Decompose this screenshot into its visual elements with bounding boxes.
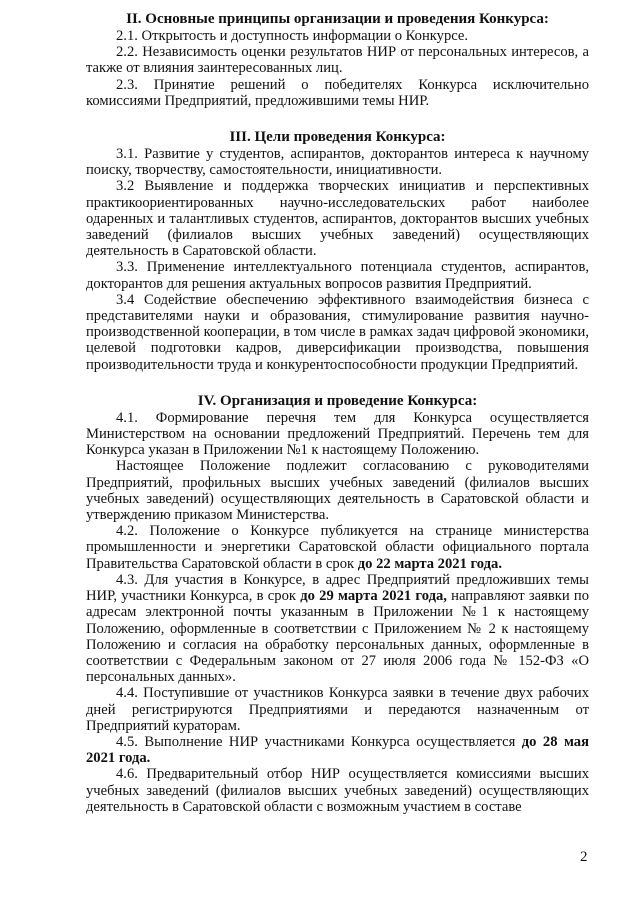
paragraph-3-4: 3.4 Содействие обеспечению эффективного взаимодействия бизнеса с представителями науки и образования, стимулирование развития научно-производственной кооперации, в том числе в рамках задач цифровой экономики, целевой подготовки кадров, диверсификации производства, повышения производительности труда и конкурентоспособности продукции Предприятий. <box>86 291 589 373</box>
section-4-heading: IV. Организация и проведение Конкурса: <box>197 392 478 409</box>
paragraph-4-5-text: 4.5. Выполнение НИР участниками Конкурса осуществляется <box>116 733 522 750</box>
deadline-may-28: до 28 мая 2021 года. <box>86 733 589 767</box>
paragraph-4-2 <box>86 523 589 572</box>
paragraph-2-1: 2.1. Открытость и доступность информации о Конкурсе. <box>116 28 469 44</box>
paragraph-3-2: 3.2 Выявление и поддержка творческих инициатив и перспективных практикоориентированных научно-исследовательских работ наиболее одаренных и талантливых студентов, аспирантов, докторантов высших учебных заведений (филиалов высших учебных заведений) осуществляющих деятельность в Саратовской области. <box>86 178 589 260</box>
paragraph-4-2-text: 4.2. Положение о Конкурсе публикуется на странице министерства промышленности и энергетики Саратовской области официального портала Правительства Саратовской области в срок <box>86 523 589 572</box>
paragraph-4-5 <box>86 734 589 766</box>
page-number: 2 <box>580 849 588 865</box>
paragraph-4-1: 4.1. Формирование перечня тем для Конкурса осуществляется Министерством на основании предложений Предприятий. Перечень тем для Конкурса указан в Приложении №1 к настоящему Положению. <box>86 409 589 459</box>
paragraph-2-2: 2.2. Независимость оценки результатов НИР от персональных интересов, а также от влияния заинтересованных лиц. <box>86 44 589 77</box>
paragraph-4-6: 4.6. Предварительный отбор НИР осуществляется комиссиями высших учебных заведений (филиалов высших учебных заведений) осуществляющих деятельность в Саратовской области с возможным участием в составе <box>86 766 589 815</box>
paragraph-4-4: 4.4. Поступившие от участников Конкурса заявки в течение двух рабочих дней регистрируются Предприятиями и передаются назначенным от Предприятий кураторам. <box>86 685 589 734</box>
paragraph-4-3-text-end: направляют заявки по адресам электронной почты указанным в Приложении №1 к настоящему Положению, оформленные в соответствии с Приложением № 2 к настоящему Положению и согласия на обработку персональных данных, оформленные в соответствии с Федеральным законом от 27 июля 2006 года № 152-ФЗ «О персональных данных». <box>86 588 589 686</box>
section-2-heading: II. Основные принципы организации и проведения Конкурса: <box>126 11 549 27</box>
deadline-march-29: до 29 марта 2021 года, <box>300 588 447 605</box>
section-gap <box>86 373 589 393</box>
page-content <box>86 11 589 815</box>
paragraph-2-3: 2.3. Принятие решений о победителях Конкурса исключительно комиссиями Предприятий, предложившими темы НИР. <box>86 76 589 109</box>
section-gap <box>86 109 589 129</box>
paragraph-4-3-text-start: 4.3. Для участия в Конкурсе, в адрес Предприятий предложивших темы НИР, участники Конкурса, в срок <box>86 571 589 605</box>
paragraph-4-3 <box>86 572 589 685</box>
deadline-march-22: до 22 марта 2021 года. <box>357 555 502 572</box>
paragraph-3-3: 3.3. Применение интеллектуального потенциала студентов, аспирантов, докторантов для решения актуальных вопросов развития Предприятий. <box>86 259 589 292</box>
paragraph-4-1-approval: Настоящее Положение подлежит согласованию с руководителями Предприятий, профильных высших учебных заведений (филиалов высших учебных заведений) осуществляющих деятельность в Саратовской области и утверждению приказом Министерства. <box>86 458 589 524</box>
section-3-heading: III. Цели проведения Конкурса: <box>229 129 446 146</box>
paragraph-3-1: 3.1. Развитие у студентов, аспирантов, докторантов интереса к научному поиску, творчеству, самостоятельности, инициативности. <box>86 146 589 179</box>
